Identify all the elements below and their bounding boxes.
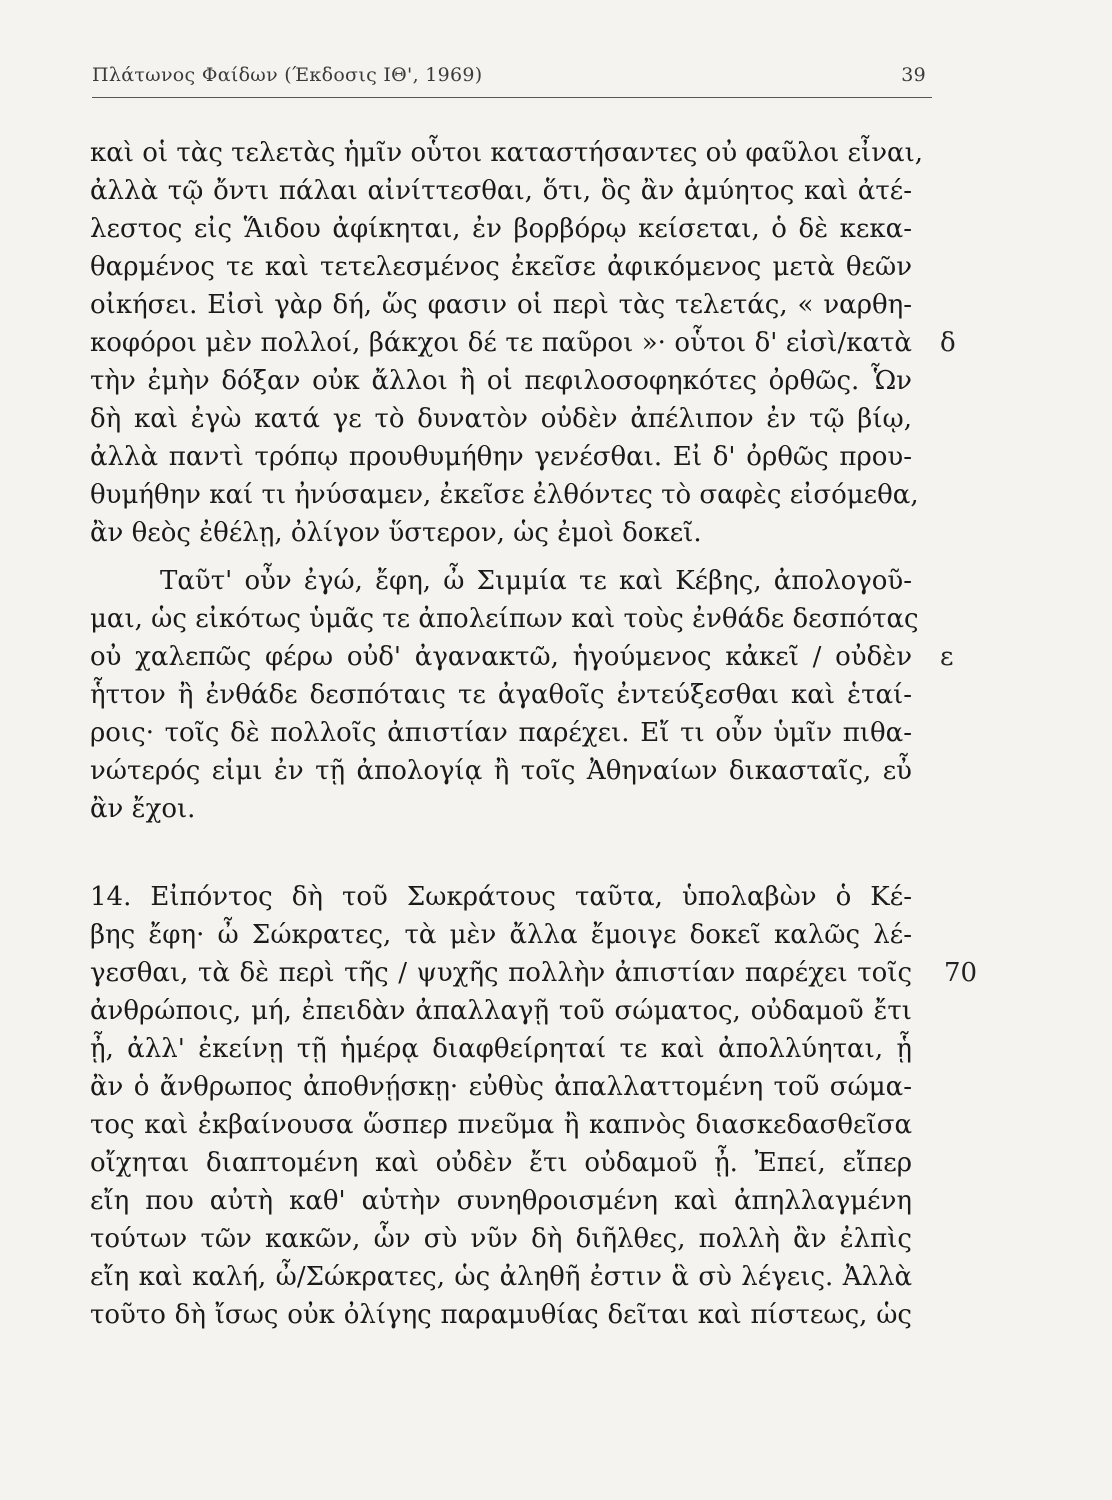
text-line: λεστος εἰς Ἅιδου ἀφίκηται, ἐν βορβόρῳ κείσεται, ὁ δὲ κεκα- <box>90 214 912 244</box>
text-line: εἴη καὶ καλή, ὦ/Σώκρατες, ὡς ἀληθῆ ἐστιν ἃ σὺ λέγεις. Ἀλλὰ <box>90 1262 912 1292</box>
text-line: ἀνθρώποις, μή, ἐπειδὰν ἀπαλλαγῇ τοῦ σώματος, οὐδαμοῦ ἔτι <box>90 996 912 1026</box>
text-line: βης ἔφη· ὦ Σώκρατες, τὰ μὲν ἄλλα ἔμοιγε δοκεῖ καλῶς λέ- <box>90 920 912 950</box>
text-line: θαρμένος τε καὶ τετελεσμένος ἐκεῖσε ἀφικόμενος μετὰ θεῶν <box>90 252 912 282</box>
text-line: Ταῦτ' οὖν ἐγώ, ἔφη, ὦ Σιμμία τε καὶ Κέβης, ἀπολογοῦ- <box>160 566 912 596</box>
text-line: νώτερός εἰμι ἐν τῇ ἀπολογίᾳ ἢ τοῖς Ἀθηναίων δικασταῖς, εὖ <box>90 756 912 786</box>
margin-line-number-70: 70 <box>944 958 978 988</box>
text-line: γεσθαι, τὰ δὲ περὶ τῆς / ψυχῆς πολλὴν ἀπιστίαν παρέχει τοῖς <box>90 958 912 988</box>
text-line: εἴη που αὐτὴ καθ' αὑτὴν συνηθροισμένη καὶ ἀπηλλαγμένη <box>90 1186 912 1216</box>
text-line: ἧττον ἢ ἐνθάδε δεσπόταις τε ἀγαθοῖς ἐντεύξεσθαι καὶ ἑταί- <box>90 680 912 710</box>
text-line: 14. Εἰπόντος δὴ τοῦ Σωκράτους ταῦτα, ὑπολαβὼν ὁ Κέ- <box>90 882 912 912</box>
text-line: τούτων τῶν κακῶν, ὧν σὺ νῦν δὴ διῆλθες, πολλὴ ἂν ἐλπὶς <box>90 1224 912 1254</box>
page-number: 39 <box>901 64 926 86</box>
text-line: οἰκήσει. Εἰσὶ γὰρ δή, ὥς φασιν οἱ περὶ τὰς τελετάς, « ναρθη- <box>90 290 912 320</box>
text-line: ροις· τοῖς δὲ πολλοῖς ἀπιστίαν παρέχει. Εἴ τι οὖν ὑμῖν πιθα- <box>90 718 912 748</box>
text-line: κοφόροι μὲν πολλοί, βάκχοι δέ τε παῦροι »· οὗτοι δ' εἰσὶ/κατὰ <box>90 328 912 358</box>
header-rule <box>92 97 932 98</box>
text-line: ἂν ὁ ἄνθρωπος ἀποθνῄσκῃ· εὐθὺς ἀπαλλαττομένη τοῦ σώμα- <box>90 1072 912 1102</box>
text-line: οἴχηται διαπτομένη καὶ οὐδὲν ἔτι οὐδαμοῦ ᾖ. Ἐπεί, εἴπερ <box>90 1148 912 1178</box>
text-line: ᾖ, ἀλλ' ἐκείνῃ τῇ ἡμέρᾳ διαφθείρηταί τε καὶ ἀπολλύηται, ᾗ <box>90 1034 912 1064</box>
text-line: τος καὶ ἐκβαίνουσα ὥσπερ πνεῦμα ἢ καπνὸς διασκεδασθεῖσα <box>90 1110 912 1140</box>
text-line: ἀλλὰ παντὶ τρόπῳ προυθυμήθην γενέσθαι. Εἰ δ' ὀρθῶς πρου- <box>90 442 912 472</box>
margin-marker-d: δ <box>940 328 956 358</box>
text-line: ἂν ἔχοι. <box>90 794 196 824</box>
text-line: ἂν θεὸς ἐθέλῃ, ὀλίγον ὕστερον, ὡς ἐμοὶ δοκεῖ. <box>90 518 702 548</box>
text-line: θυμήθην καί τι ἠνύσαμεν, ἐκεῖσε ἐλθόντες τὸ σαφὲς εἰσόμεθα, <box>90 480 919 510</box>
text-line: μαι, ὡς εἰκότως ὑμᾶς τε ἀπολείπων καὶ τοὺς ἐνθάδε δεσπότας <box>90 604 919 634</box>
text-line: δὴ καὶ ἐγὼ κατά γε τὸ δυνατὸν οὐδὲν ἀπέλιπον ἐν τῷ βίῳ, <box>90 404 912 434</box>
text-line: τὴν ἐμὴν δόξαν οὐκ ἄλλοι ἢ οἱ πεφιλοσοφηκότες ὀρθῶς. Ὧν <box>90 366 912 396</box>
text-line: ἀλλὰ τῷ ὄντι πάλαι αἰνίττεσθαι, ὅτι, ὃς ἂν ἀμύητος καὶ ἀτέ- <box>90 176 912 206</box>
text-line: τοῦτο δὴ ἴσως οὐκ ὀλίγης παραμυθίας δεῖται καὶ πίστεως, ὡς <box>90 1300 912 1330</box>
text-line: οὐ χαλεπῶς φέρω οὐδ' ἀγανακτῶ, ἡγούμενος κἀκεῖ / οὐδὲν <box>90 642 912 672</box>
margin-marker-e: ε <box>940 642 954 672</box>
running-title: Πλάτωνος Φαίδων (Έκδοσις ΙΘ', 1969) <box>92 64 483 86</box>
text-line: καὶ οἱ τὰς τελετὰς ἡμῖν οὗτοι καταστήσαντες οὐ φαῦλοι εἶναι, <box>90 138 924 168</box>
